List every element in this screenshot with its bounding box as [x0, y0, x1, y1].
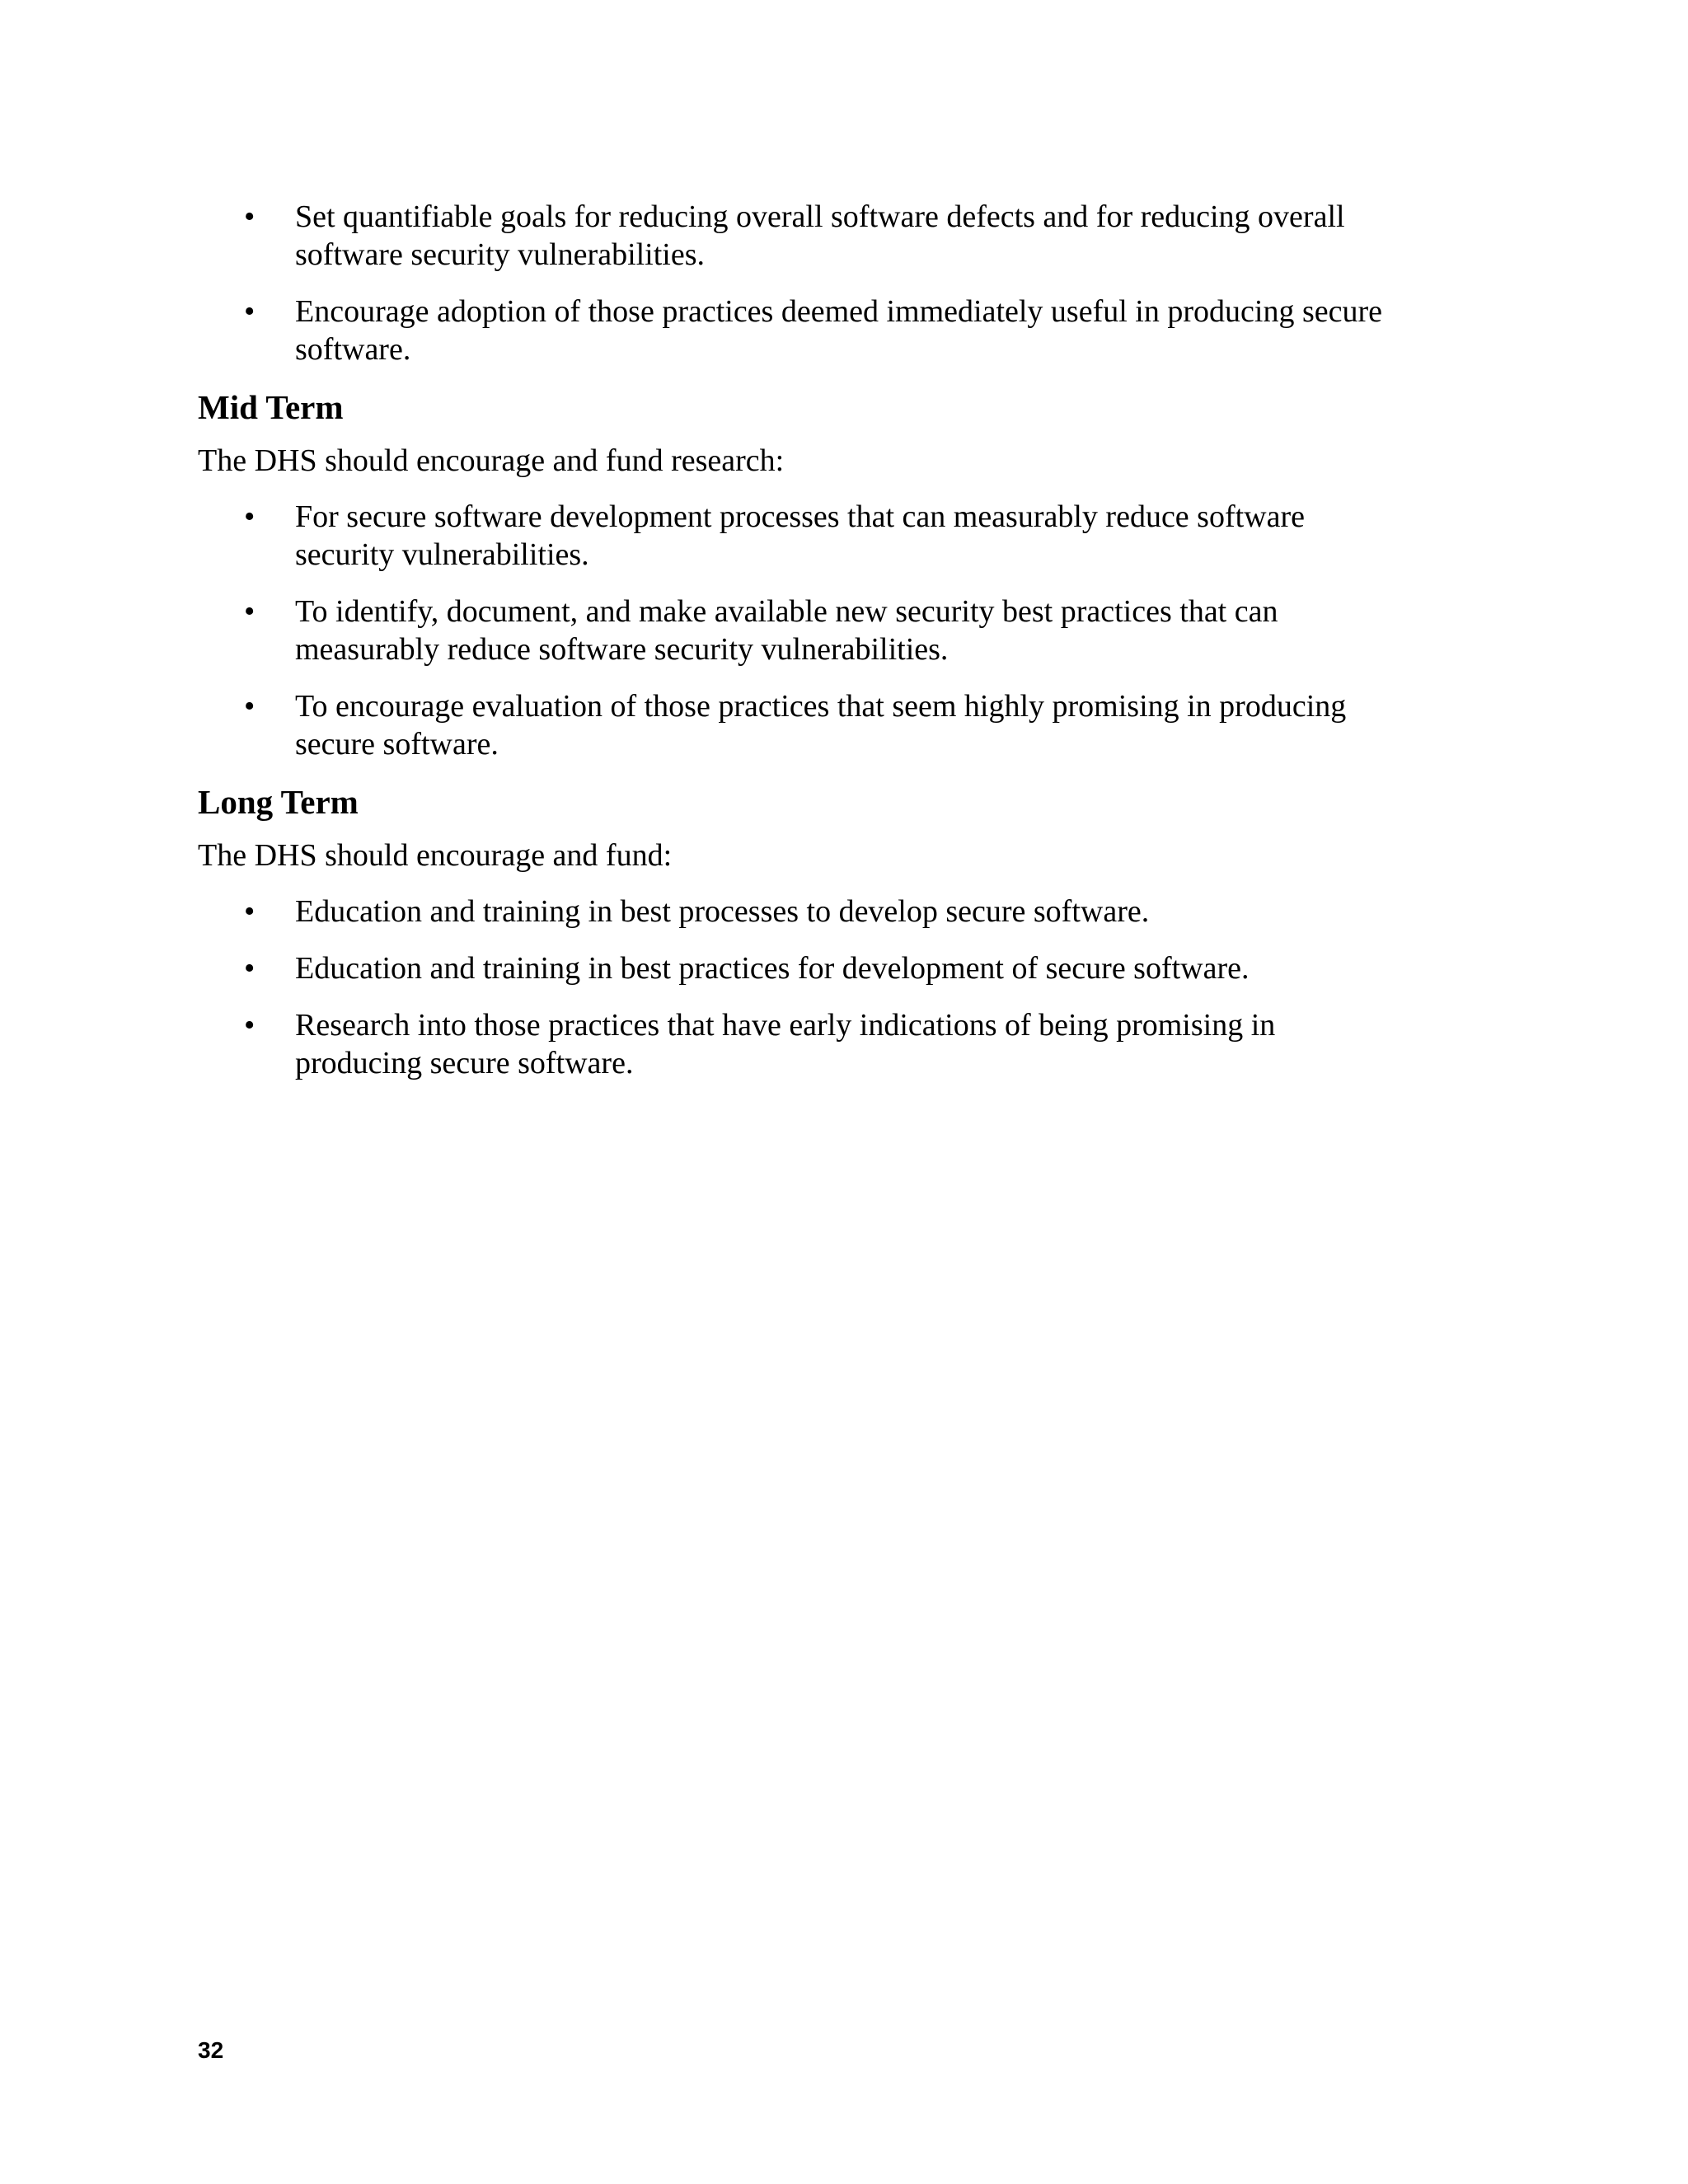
- list-item: [244, 498, 1401, 574]
- bullet-icon: •: [244, 1008, 256, 1043]
- list-item-text: For secure software development processes that can measurably reduce software security vulnerabilities.: [295, 499, 1305, 572]
- list-item: [244, 687, 1401, 763]
- bullet-icon: •: [244, 894, 256, 929]
- bullet-icon: •: [244, 199, 256, 234]
- list-item: [244, 198, 1401, 274]
- list-item-text: Set quantifiable goals for reducing overall software defects and for reducing overall software security vulnerabilities.: [295, 199, 1345, 272]
- mid-term-bullet-list: [198, 498, 1401, 763]
- list-item-text: Education and training in best practices for development of secure software.: [295, 951, 1250, 986]
- list-item: [244, 893, 1401, 930]
- list-item: [244, 1006, 1401, 1082]
- long-term-bullet-list: [198, 893, 1401, 1082]
- list-item-text: Education and training in best processes to develop secure software.: [295, 894, 1150, 929]
- list-item-text: To encourage evaluation of those practices that seem highly promising in producing secure software.: [295, 689, 1347, 762]
- list-item: [244, 949, 1401, 987]
- bullet-icon: •: [244, 689, 256, 724]
- bullet-icon: •: [244, 951, 256, 986]
- list-item: [244, 293, 1401, 368]
- long-term-intro: The DHS should encourage and fund:: [198, 838, 673, 873]
- list-item: [244, 593, 1401, 668]
- mid-term-intro: The DHS should encourage and fund research:: [198, 443, 785, 478]
- bullet-icon: •: [244, 594, 256, 629]
- top-bullet-list: [198, 198, 1401, 368]
- bullet-icon: •: [244, 499, 256, 534]
- list-item-text: Research into those practices that have early indications of being promising in producing secure software.: [295, 1008, 1276, 1080]
- list-item-text: Encourage adoption of those practices deemed immediately useful in producing secure software.: [295, 294, 1382, 367]
- page-body: [198, 198, 1401, 1101]
- mid-term-heading: Mid Term: [198, 388, 344, 426]
- long-term-heading: Long Term: [198, 783, 359, 821]
- bullet-icon: •: [244, 294, 256, 329]
- list-item-text: To identify, document, and make available new security best practices that can measurably reduce software security vulnerabilities.: [295, 594, 1278, 667]
- page-number: 32: [198, 2037, 224, 2063]
